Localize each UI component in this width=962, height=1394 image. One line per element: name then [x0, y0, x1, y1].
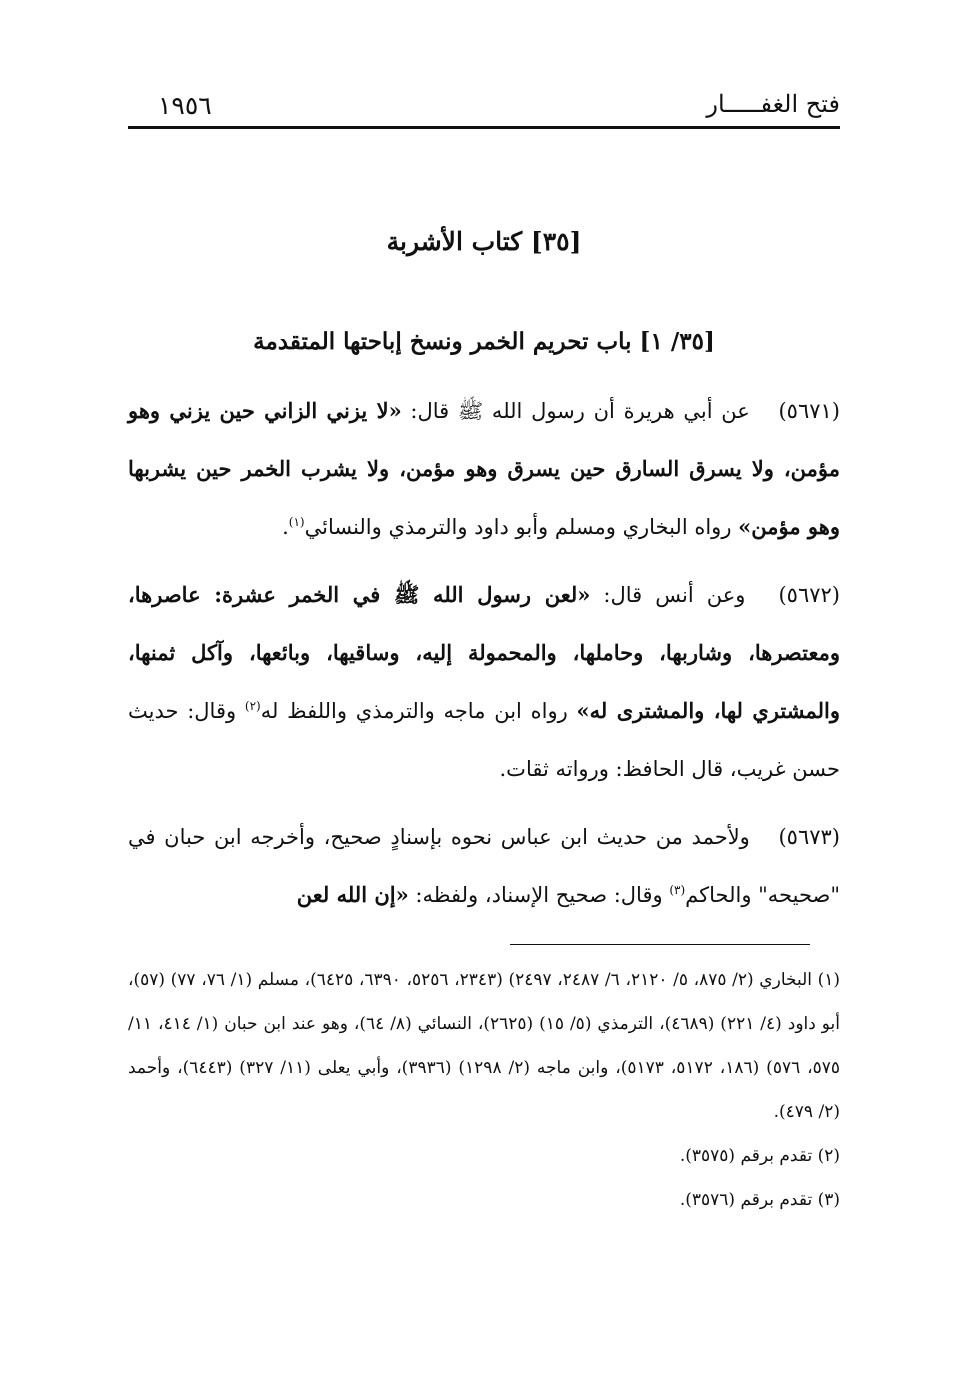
- chapter-title: [٣٥] كتاب الأشربة: [386, 227, 582, 256]
- footnote-item: (١) البخاري (٢/ ٨٧٥، ٥/ ٢١٢٠، ٦/ ٢٤٨٧، ٢٤٩٧) (٢٣٤٣، ٥٢٥٦، ٦٣٩٠، ٦٤٢٥)، مسلم (١/ ٧٦، ٧٧) (٥٧)، أبو داود (٤/ ٢٢١) (٤٦٨٩)، الترمذي (٥/ ١٥) (٢٦٢٥)، النسائي (٨/ ٦٤)، وهو عند ابن حبان (١/ ٤١٤، ١١/ ٥٧٥، ٥٧٦) (١٨٦، ٥١٧٢، ٥١٧٣)، وابن ماجه (٢/ ١٢٩٨) (٣٩٣٦)، وأبي يعلى (١١/ ٣٢٧) (٦٤٤٣)، وأحمد (٢/ ٤٧٩).: [128, 970, 841, 1122]
- footnote-item: (٣) تقدم برقم (٣٥٧٦).: [679, 1190, 840, 1210]
- footnote-item: (٢) تقدم برقم (٣٥٧٥).: [679, 1146, 840, 1166]
- footnote-ref: (٢): [244, 699, 261, 713]
- hadith-middle: وقال: صحيح الإسناد، ولفظه:: [415, 883, 663, 907]
- hadith-number: (٥٦٧٢): [778, 583, 840, 607]
- hadith-source: رواه ابن ماجه والترمذي واللفظ له: [260, 699, 568, 723]
- hadith-number: (٥٦٧٣): [778, 825, 840, 849]
- hadith-paragraph: [128, 566, 840, 798]
- hadith-intro: عن أبي هريرة أن رسول الله ﷺ قال:: [410, 399, 750, 423]
- hadith-tail: .: [282, 515, 289, 539]
- hadith-source: رواه البخاري ومسلم وأبو داود والترمذي والنسائي: [304, 515, 732, 539]
- hadith-intro: وعن أنس قال:: [603, 583, 746, 607]
- footnote-ref: (٣): [669, 883, 686, 897]
- footnote-ref: (١): [288, 515, 305, 529]
- hadith-number: (٥٦٧١): [778, 399, 840, 423]
- footnotes: [128, 958, 840, 1222]
- header-rule: [128, 126, 840, 129]
- hadith-quote: «لعن رسول الله ﷺ في الخمر عشرة: عاصرها، ومعتصرها، وشاربها، وحاملها، والمحمولة إليه، وساقيها، وبائعها، وآكل ثمنها، والمشتري لها، والمشترى له»: [128, 582, 840, 723]
- hadith-tail: وقال: حديث حسن غريب، قال الحافظ: ورواته ثقات.: [128, 699, 840, 781]
- hadith-quote: «إن الله لعن: [296, 882, 409, 907]
- hadith-quote: «لا يزني الزاني حين يزني وهو مؤمن، ولا يسرق السارق حين يسرق وهو مؤمن، ولا يشرب الخمر حين يشربها وهو مؤمن»: [128, 398, 840, 539]
- page-header: [128, 88, 840, 128]
- page-number: ١٩٥٦: [158, 91, 212, 120]
- hadith-paragraph: [128, 808, 840, 924]
- running-title: فتح الغفـــــار: [706, 90, 840, 118]
- main-text: [128, 382, 840, 934]
- footnote-separator: [510, 944, 810, 945]
- hadith-intro: ولأحمد من حديث ابن عباس نحوه بإسنادٍ صحيح، وأخرجه ابن حبان في "صحيحه" والحاكم: [128, 825, 840, 907]
- hadith-paragraph: [128, 382, 840, 556]
- section-title: [٣٥/ ١] باب تحريم الخمر ونسخ إباحتها المتقدمة: [253, 328, 715, 355]
